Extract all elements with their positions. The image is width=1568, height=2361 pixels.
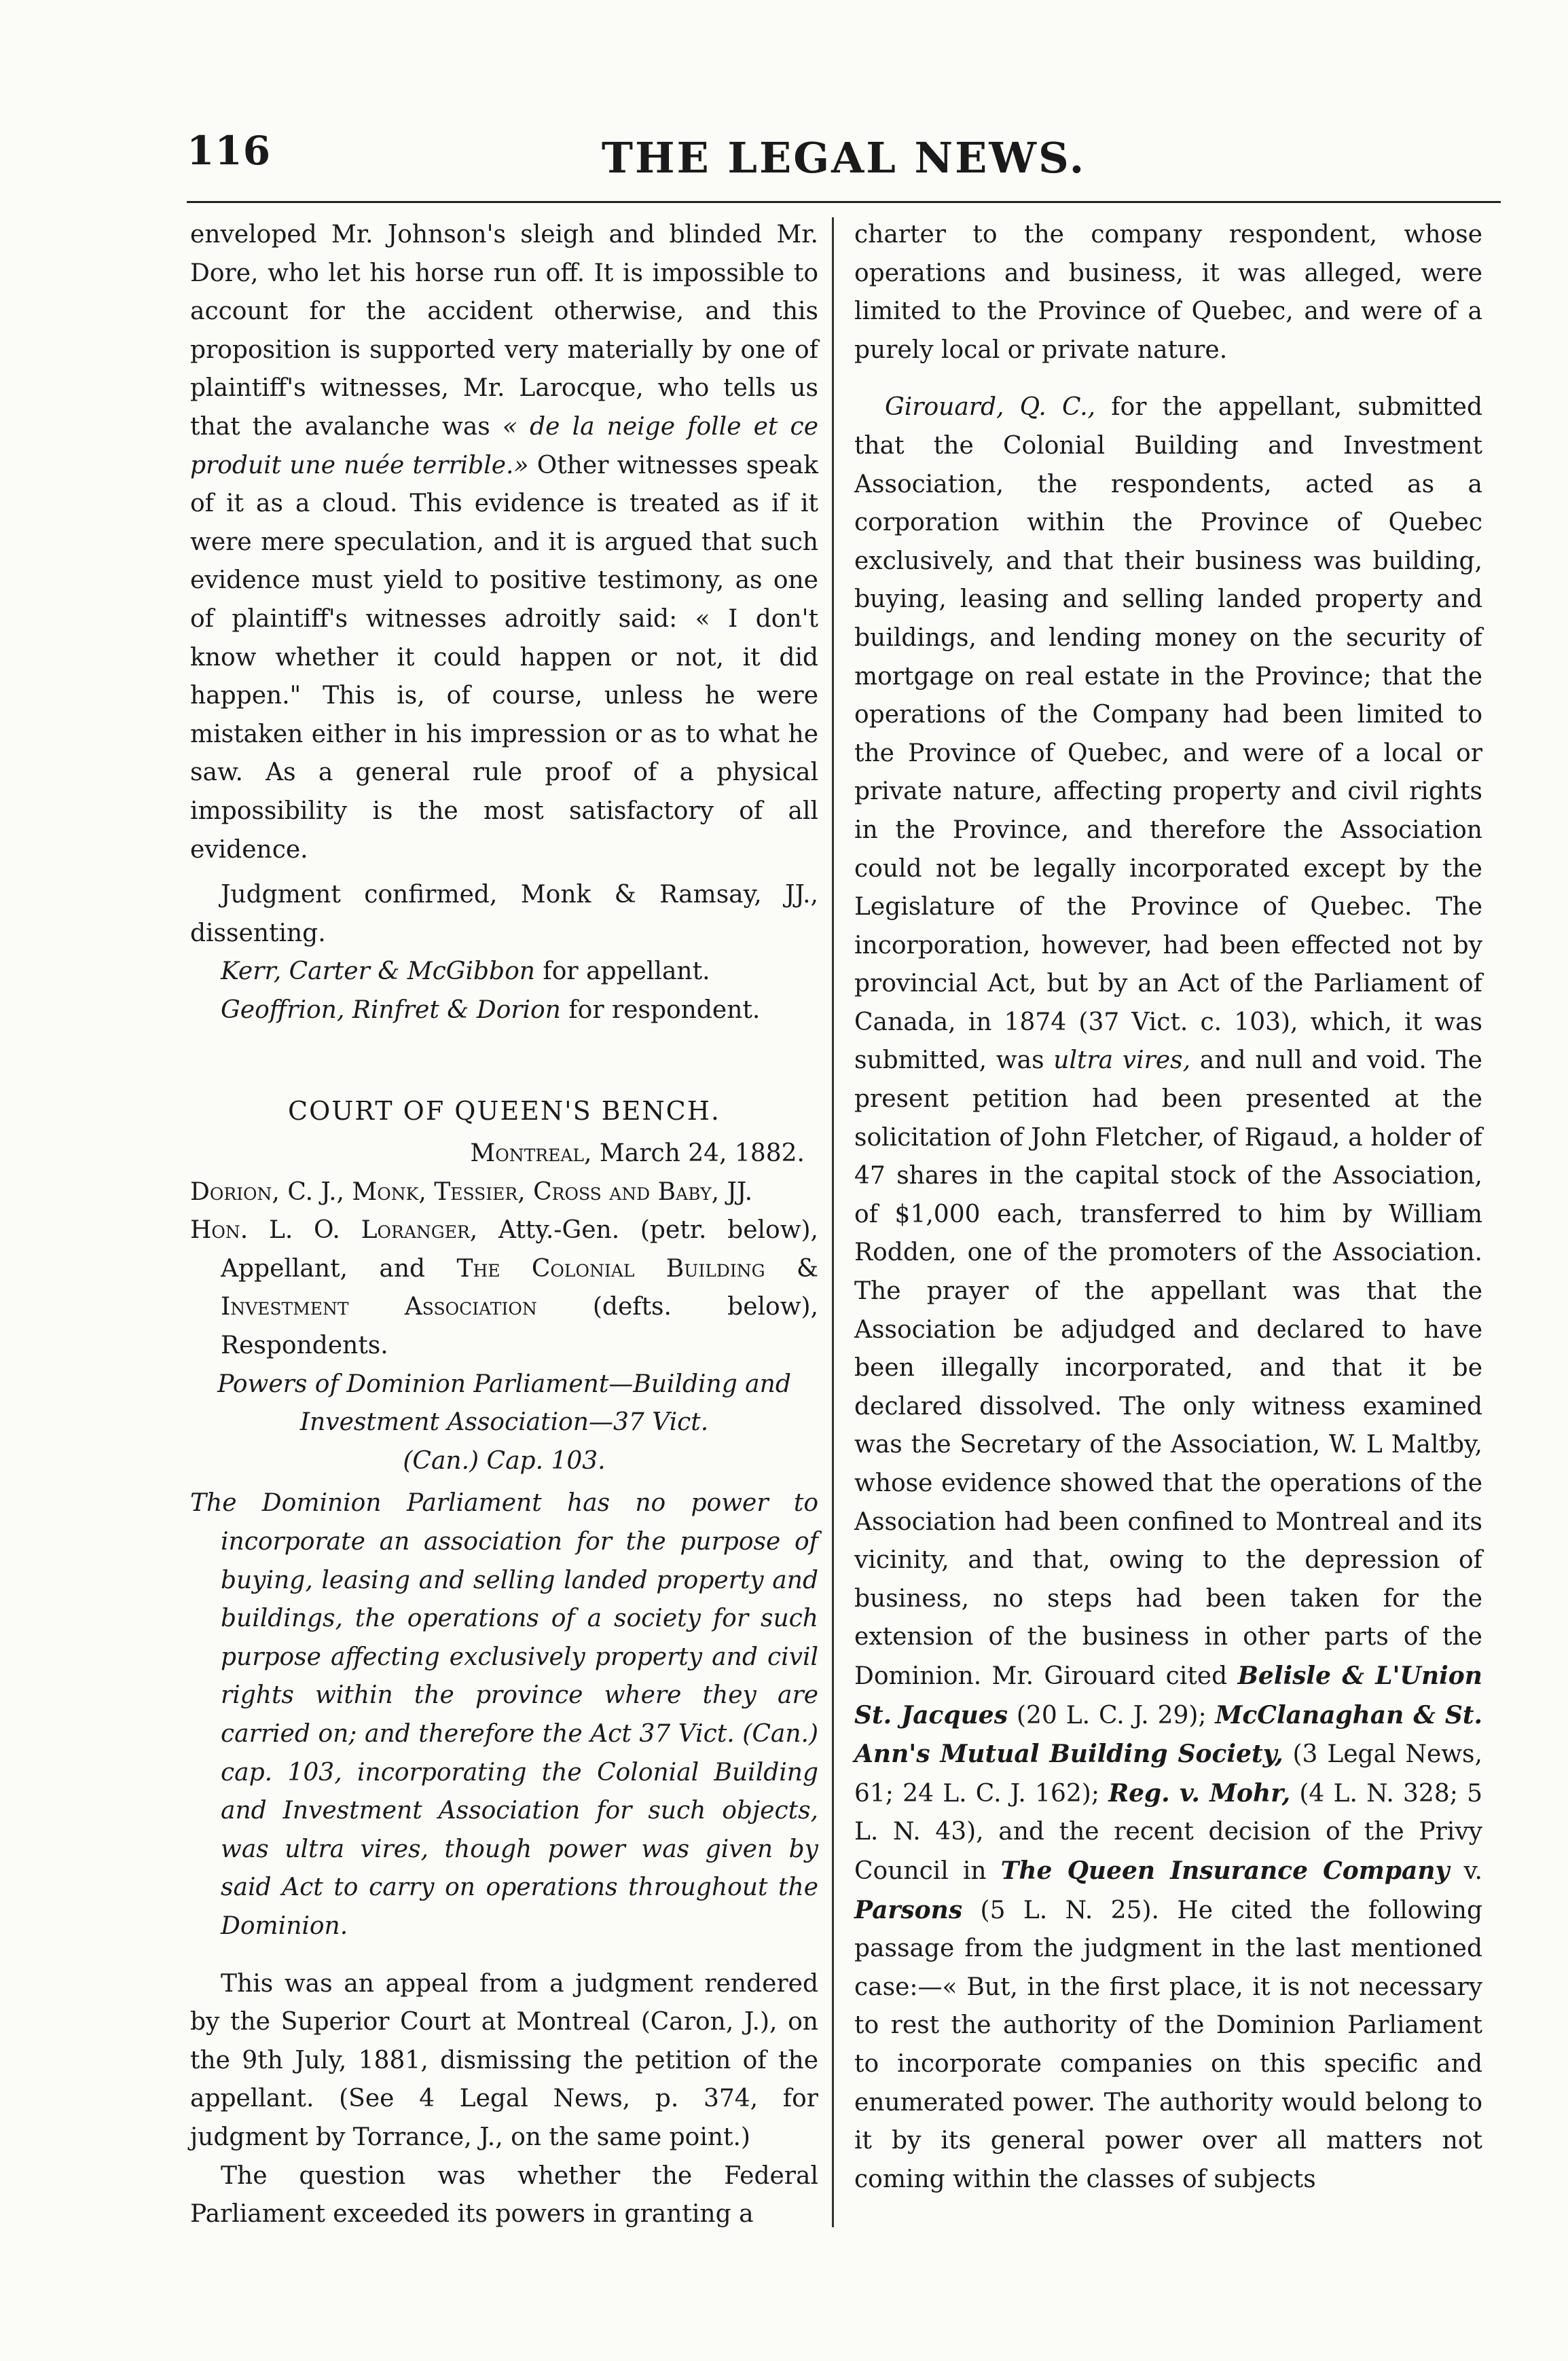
party-1-name: Hon. L. O. Loranger, [190, 1216, 478, 1245]
counsel-respondent [190, 991, 818, 1030]
citation-mcclanaghan-ref: (3 Legal News, 61; 24 L. C. J. 162); [854, 1740, 1482, 1808]
ultra-vires: ultra vires, [1053, 1046, 1191, 1075]
page-header [187, 114, 1501, 189]
counsel-respondent-role: for respondent. [560, 995, 761, 1024]
page-number: 116 [187, 128, 272, 174]
paragraph-girouard [854, 388, 1482, 2199]
citation-parsons: Parsons [854, 1895, 963, 1924]
citation-queen-insurance: The Queen Insurance Company [1000, 1856, 1450, 1885]
left-column [190, 216, 818, 2234]
counsel-appellant-names: Kerr, Carter & McGibbon [221, 957, 535, 986]
judgment-line: Judgment confirmed, Monk & Ramsay, JJ., dissenting. [190, 881, 818, 947]
subject-line: Powers of Dominion Parliament—Building and Investment Association—37 Vict. [217, 1370, 791, 1437]
court-heading: COURT OF QUEEN'S BENCH. [288, 1096, 721, 1127]
bench-line: Dorion, C. J., Monk, Tessier, Cross and Baby, JJ. [190, 1177, 753, 1206]
french-quote: « de la neige folle et ce produit une nuée terrible.» [190, 412, 818, 479]
girouard-text-2: and null and void. The present petition had been presented at the solicitation of John Fletcher, of Rigaud, a holder of 47 shares in the capital stock of the Association, of $1,000 each, transferred to him by William Rodden, one of the promoters of the Association. The prayer of the appellant was that the Association be adjudged and declared to have been illegally incorporated, and that it be declared dissolved. The only witness examined was the Secretary of the Association, W. L Maltby, whose evidence showed that the operations of the Association had been confined to Montreal and its vicinity, and that, owing to the depression of business, no steps had been taken for the extension of the business in other parts of the Dominion. Mr. Girouard cited [854, 1046, 1482, 1690]
girouard-name: Girouard, Q. C., [885, 393, 1096, 422]
paragraph-avalanche [190, 216, 818, 869]
date-day: March 24, 1882. [591, 1139, 805, 1168]
citation-mohr-ref: (4 L. N. 328; 5 L. N. 43), and the recent decision of the Privy Council in [854, 1779, 1482, 1885]
citation-belisle: Belisle & L'Union St. Jacques [854, 1661, 1482, 1729]
header-rule [187, 201, 1501, 203]
citation-parsons-ref: (5 L. N. 25). He cited the following passage from the judgment in the last mentioned case:—« But, in the first place, it is not necessary to rest the authority of the Dominion Parliament to incorporate companies on this specific and enumerated power. The authority would belong to it by its general power over all matters not coming within the classes of subjects [854, 1896, 1482, 2193]
citation-v: v. [1449, 1856, 1483, 1885]
citation-mcclanaghan: McClanaghan & St. Ann's Mutual Building Society, [854, 1700, 1482, 1769]
party-1-role: Atty.-Gen. (petr. below), Appellant, and [221, 1216, 818, 1283]
column-divider [832, 217, 834, 2227]
running-title: THE LEGAL NEWS. [601, 133, 1087, 183]
date-line [190, 1135, 818, 1173]
date-place: Montreal, [470, 1139, 592, 1168]
party-2-role: (defts. below), Respondents. [221, 1293, 818, 1360]
citation-belisle-ref: (20 L. C. J. 29); [1007, 1701, 1216, 1729]
counsel-appellant [190, 953, 818, 991]
girouard-text: for the appellant, submitted that the Colonial Building and Investment Association, the respondents, acted as a corporation within the Province of Quebec exclusively, and that their business was building, buying, leasing and selling landed property and buildings, and lending money on the security of mortgage on real estate in the Province; that the operations of the Company had been limited to the Province of Quebec, and were of a local or private nature, affecting property and civil rights in the Province, and therefore the Association could not be legally incorporated except by the Legislature of the Province of Quebec. The incorporation, however, had been effected not by provincial Act, but by an Act of the Parliament of Canada, in 1874 (37 Vict. c. 103), which, it was submitted, was [854, 393, 1482, 1075]
paragraph-appeal: This was an appeal from a judgment rendered by the Superior Court at Montreal (Caron, J.), on the 9th July, 1881, dismissing the petition of the appellant. (See 4 Legal News, p. 374, for judgment by Torrance, J., on the same point.) [190, 1969, 818, 2151]
avalanche-text: enveloped Mr. Johnson's sleigh and blinded Mr. Dore, who let his horse run off. It is impossible to account for the accident otherwise, and this proposition is supported very materially by one of plaintiff's witnesses, Mr. Larocque, who tells us that the avalanche was [190, 221, 818, 441]
citation-mohr: Reg. v. Mohr, [1108, 1778, 1291, 1808]
avalanche-text-rest: Other witnesses speak of it as a cloud. This evidence is treated as if it were mere speculation, and it is argued that such evidence must yield to positive testimony, as one of plaintiff's witnesses adroitly said: « I don't know whether it could happen or not, it did happen." This is, of course, unless he were mistaken either in his impression or as to what he saw. As a general rule proof of a physical impossibility is the most satisfactory of all evidence. [190, 451, 818, 864]
headnote: The Dominion Parliament has no power to incorporate an association for the purpose of buying, leasing and selling landed property and buildings, the operations of a society for such purpose affecting exclusively property and civil rights within the province where they are carried on; and therefore the Act 37 Vict. (Can.) cap. 103, incorporating the Colonial Building and Investment Association for such objects, was ultra vires, though power was given by said Act to carry on operations throughout the Dominion. [190, 1489, 818, 1940]
right-column [854, 216, 1482, 2199]
paragraph-charter: charter to the company respondent, whose operations and business, it was alleged, were limited to the Province of Quebec, and were of a purely local or private nature. [854, 221, 1482, 364]
parties [190, 1211, 818, 1365]
party-2-name: The Colonial Building & Investment Association [221, 1254, 818, 1321]
subject-line-2: (Can.) Cap. 103. [403, 1446, 606, 1475]
counsel-appellant-role: for appellant. [534, 957, 710, 986]
counsel-respondent-names: Geoffrion, Rinfret & Dorion [221, 995, 561, 1024]
paragraph-question: The question was whether the Federal Parliament exceeded its powers in granting a [190, 2161, 818, 2229]
